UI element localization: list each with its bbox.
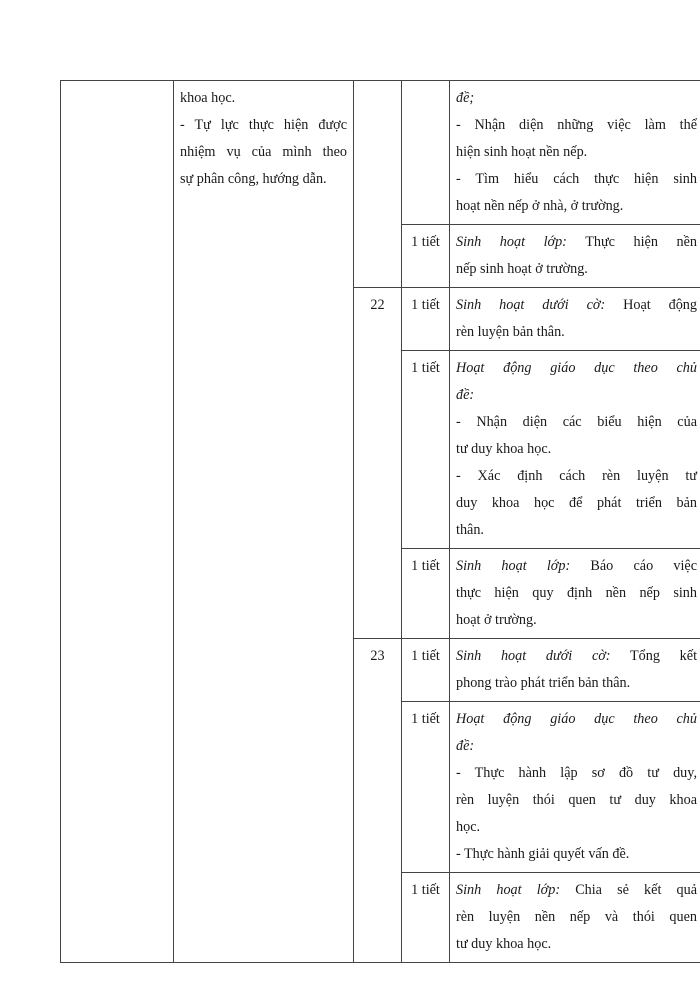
activity-line: phong trào phát triển bản thân. [456,675,631,691]
activity-line: học. [456,819,481,835]
activity-line: Báo cáo việc [590,558,698,574]
objective-line: nhiệm vụ của mình theo [180,144,347,160]
activity-line: - Xác định cách rèn luyện tư [456,468,697,484]
activity-line: hoạt ở trường. [456,612,537,628]
duration-cell: 1 tiết [402,873,450,963]
activity-label: Sinh hoạt lớp: [456,882,561,898]
activity-line: rèn luyện thói quen tư duy khoa [456,792,697,808]
activity-line: Tổng kết [630,648,698,664]
activity-label: Hoạt động giáo dục theo chủ [456,360,697,376]
activity-line: duy khoa học để phát triển bản [456,495,697,511]
activity-line: Chia sẻ kết quả [575,882,698,898]
activity-line: rèn luyện bản thân. [456,324,565,340]
activity-line: thân. [456,522,484,538]
activity-line: rèn luyện nền nếp và thói quen [456,909,697,925]
activity-line: tư duy khoa học. [456,441,552,457]
duration-cell: 1 tiết [402,639,450,702]
activity-line: - Nhận diện các biểu hiện của [456,414,697,430]
activity-cell [450,873,700,963]
objective-line: sự phân công, hướng dẫn. [180,171,327,187]
activity-label: đề: [456,738,475,754]
week-cell [354,81,402,288]
activity-line: - Tìm hiểu cách thực hiện sinh [456,171,697,187]
duration-cell: 1 tiết [402,549,450,639]
duration-cell: 1 tiết [402,351,450,549]
activity-label: Sinh hoạt lớp: [456,558,571,574]
activity-line: tư duy khoa học. [456,936,552,952]
activity-cell [450,288,700,351]
activity-line: - Thực hành giải quyết vấn đề. [456,846,630,862]
activity-cell [450,225,700,288]
activity-line: hoạt nền nếp ở nhà, ở trường. [456,198,624,214]
topic-cell [61,81,174,963]
activity-line: đề; [456,90,475,106]
activity-line: Hoạt động [623,297,697,313]
duration-cell: 1 tiết [402,702,450,873]
table-row [61,81,700,225]
activity-plan-table [60,80,700,963]
activity-label: Sinh hoạt dưới cờ: [456,297,606,313]
activity-line: nếp sinh hoạt ở trường. [456,261,588,277]
objective-line: khoa học. [180,90,236,106]
activity-label: Sinh hoạt lớp: [456,234,567,250]
objectives-cell [174,81,354,963]
activity-line: - Thực hành lập sơ đồ tư duy, [456,765,697,781]
activity-cell [450,702,700,873]
duration-cell [402,81,450,225]
activity-line: thực hiện quy định nền nếp sinh [456,585,697,601]
duration-cell: 1 tiết [402,225,450,288]
activity-label: Sinh hoạt dưới cờ: [456,648,611,664]
duration-cell: 1 tiết [402,288,450,351]
activity-line: - Nhận diện những việc làm thể [456,117,697,133]
objective-line: - Tự lực thực hiện được [180,117,347,133]
activity-cell [450,81,700,225]
activity-line: Thực hiện nền [585,234,697,250]
activity-label: Hoạt động giáo dục theo chủ [456,711,697,727]
activity-label: đề: [456,387,475,403]
week-cell: 22 [354,288,402,639]
week-cell: 23 [354,639,402,963]
activity-cell [450,351,700,549]
activity-cell [450,639,700,702]
activity-cell [450,549,700,639]
activity-line: hiện sinh hoạt nền nếp. [456,144,588,160]
